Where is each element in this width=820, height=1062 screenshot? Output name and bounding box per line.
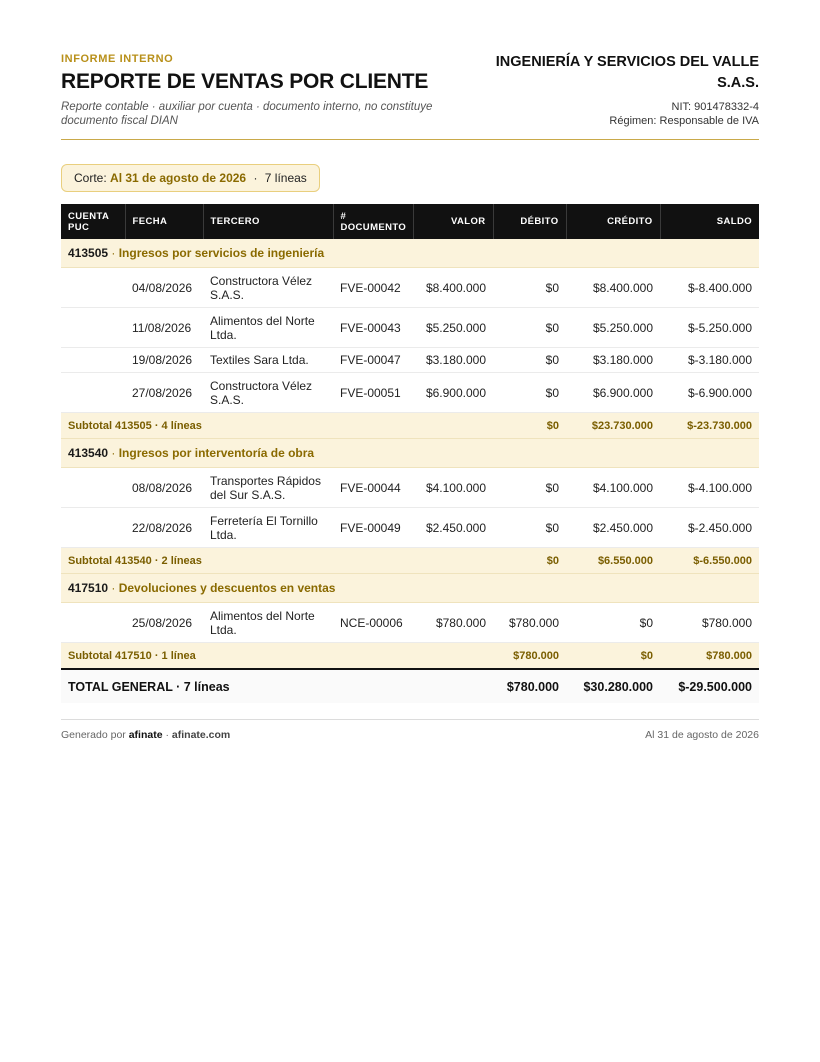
- valor-cell: $2.450.000: [413, 508, 493, 548]
- account-group-row: [61, 574, 759, 603]
- valor-cell: $780.000: [413, 603, 493, 643]
- documento-cell: FVE-00051: [333, 373, 413, 413]
- cuenta-cell: [61, 508, 125, 548]
- valor-cell: $5.250.000: [413, 308, 493, 348]
- account-group-cell: [61, 439, 759, 468]
- subtotal-label: Subtotal 413505 · 4 líneas: [61, 413, 493, 439]
- subtotal-debito: $0: [493, 548, 566, 574]
- footer-site-link[interactable]: afinate.com: [171, 729, 231, 741]
- company-name: INGENIERÍA Y SERVICIOS DEL VALLE S.A.S.: [495, 54, 759, 91]
- fecha-cell: 22/08/2026: [125, 508, 203, 548]
- debito-cell: $0: [493, 508, 566, 548]
- valor-cell: $8.400.000: [413, 268, 493, 308]
- cuenta-cell: [61, 468, 125, 508]
- subtotal-credito: $6.550.000: [566, 548, 660, 574]
- footer-separator: ·: [165, 729, 169, 741]
- documento-cell: FVE-00047: [333, 348, 413, 373]
- column-header-0: CUENTA PUC: [61, 204, 125, 239]
- company-nit: NIT: 901478332-4: [671, 101, 759, 113]
- cuenta-cell: [61, 268, 125, 308]
- report-eyebrow: INFORME INTERNO: [61, 53, 174, 65]
- table-row: [61, 268, 759, 308]
- footer-generated: Generado por: [61, 729, 126, 741]
- report-title: REPORTE DE VENTAS POR CLIENTE: [61, 70, 429, 93]
- documento-cell: FVE-00044: [333, 468, 413, 508]
- total-label: TOTAL GENERAL · 7 líneas: [61, 669, 493, 703]
- total-debito: $780.000: [493, 669, 566, 703]
- credito-cell: $4.100.000: [566, 468, 660, 508]
- debito-cell: $0: [493, 268, 566, 308]
- fecha-cell: 19/08/2026: [125, 348, 203, 373]
- fecha-cell: 04/08/2026: [125, 268, 203, 308]
- table-row: [61, 508, 759, 548]
- credito-cell: $6.900.000: [566, 373, 660, 413]
- account-name: Ingresos por interventoría de obra: [118, 446, 315, 460]
- saldo-cell: $-5.250.000: [660, 308, 759, 348]
- valor-cell: $3.180.000: [413, 348, 493, 373]
- documento-cell: NCE-00006: [333, 603, 413, 643]
- account-group-cell: [61, 239, 759, 268]
- account-separator: ·: [108, 581, 119, 595]
- fecha-cell: 11/08/2026: [125, 308, 203, 348]
- total-credito: $30.280.000: [566, 669, 660, 703]
- column-header-4: VALOR: [413, 204, 493, 239]
- cut-label: Corte:: [74, 171, 107, 185]
- cut-badge: [61, 164, 320, 192]
- ledger-table: [61, 204, 759, 703]
- debito-cell: $0: [493, 348, 566, 373]
- valor-cell: $4.100.000: [413, 468, 493, 508]
- header-left: [61, 52, 480, 128]
- documento-cell: FVE-00043: [333, 308, 413, 348]
- subtotal-saldo: $780.000: [660, 643, 759, 670]
- table-row: [61, 348, 759, 373]
- tercero-cell: Alimentos del Norte Ltda.: [203, 308, 333, 348]
- subtotal-row: [61, 643, 759, 670]
- saldo-cell: $-4.100.000: [660, 468, 759, 508]
- footer-date: Al 31 de agosto de 2026: [645, 729, 759, 741]
- account-code: 417510: [68, 581, 109, 595]
- tercero-cell: Transportes Rápidos del Sur S.A.S.: [203, 468, 333, 508]
- subtotal-credito: $23.730.000: [566, 413, 660, 439]
- account-separator: ·: [108, 446, 119, 460]
- saldo-cell: $-3.180.000: [660, 348, 759, 373]
- report-subtitle: Reporte contable · auxiliar por cuenta · documento interno, no constituye documento fiscal DIAN: [61, 101, 433, 127]
- account-group-row: [61, 439, 759, 468]
- report-footer: [61, 719, 759, 741]
- tercero-cell: Ferretería El Tornillo Ltda.: [203, 508, 333, 548]
- grand-total-row: [61, 669, 759, 703]
- debito-cell: $780.000: [493, 603, 566, 643]
- company-regimen: Régimen: Responsable de IVA: [609, 115, 759, 127]
- cuenta-cell: [61, 308, 125, 348]
- documento-cell: FVE-00042: [333, 268, 413, 308]
- credito-cell: $8.400.000: [566, 268, 660, 308]
- cuenta-cell: [61, 373, 125, 413]
- table-row: [61, 308, 759, 348]
- account-separator: ·: [108, 246, 119, 260]
- table-row: [61, 373, 759, 413]
- tercero-cell: Constructora Vélez S.A.S.: [203, 268, 333, 308]
- cuenta-cell: [61, 603, 125, 643]
- account-name: Devoluciones y descuentos en ventas: [118, 581, 336, 595]
- credito-cell: $0: [566, 603, 660, 643]
- cut-date: Al 31 de agosto de 2026: [110, 171, 247, 185]
- documento-cell: FVE-00049: [333, 508, 413, 548]
- account-code: 413540: [68, 446, 109, 460]
- subtotal-debito: $0: [493, 413, 566, 439]
- cuenta-cell: [61, 348, 125, 373]
- fecha-cell: 27/08/2026: [125, 373, 203, 413]
- column-header-3: # DOCUMENTO: [333, 204, 413, 239]
- column-header-6: CRÉDITO: [566, 204, 660, 239]
- cut-separator: ·: [253, 171, 258, 185]
- tercero-cell: Textiles Sara Ltda.: [203, 348, 333, 373]
- saldo-cell: $-8.400.000: [660, 268, 759, 308]
- subtotal-saldo: $-23.730.000: [660, 413, 759, 439]
- subtotal-row: [61, 548, 759, 574]
- subtotal-credito: $0: [566, 643, 660, 670]
- header-divider: [61, 139, 759, 140]
- table-row: [61, 603, 759, 643]
- column-header-2: TERCERO: [203, 204, 333, 239]
- total-saldo: $-29.500.000: [660, 669, 759, 703]
- account-group-cell: [61, 574, 759, 603]
- subtotal-row: [61, 413, 759, 439]
- valor-cell: $6.900.000: [413, 373, 493, 413]
- footer-left: [61, 729, 230, 741]
- column-header-1: FECHA: [125, 204, 203, 239]
- table-body: [61, 239, 759, 703]
- credito-cell: $3.180.000: [566, 348, 660, 373]
- column-header-5: DÉBITO: [493, 204, 566, 239]
- account-name: Ingresos por servicios de ingeniería: [118, 246, 325, 260]
- debito-cell: $0: [493, 468, 566, 508]
- fecha-cell: 08/08/2026: [125, 468, 203, 508]
- fecha-cell: 25/08/2026: [125, 603, 203, 643]
- credito-cell: $2.450.000: [566, 508, 660, 548]
- tercero-cell: Constructora Vélez S.A.S.: [203, 373, 333, 413]
- account-code: 413505: [68, 246, 109, 260]
- report-header: [61, 52, 759, 128]
- debito-cell: $0: [493, 373, 566, 413]
- subtotal-debito: $780.000: [493, 643, 566, 670]
- account-group-row: [61, 239, 759, 268]
- footer-brand: afinate: [128, 729, 163, 741]
- saldo-cell: $780.000: [660, 603, 759, 643]
- tercero-cell: Alimentos del Norte Ltda.: [203, 603, 333, 643]
- cut-lines: 7 líneas: [264, 171, 307, 185]
- table-row: [61, 468, 759, 508]
- saldo-cell: $-6.900.000: [660, 373, 759, 413]
- company-info: [480, 52, 759, 128]
- subtotal-label: Subtotal 413540 · 2 líneas: [61, 548, 493, 574]
- debito-cell: $0: [493, 308, 566, 348]
- column-header-7: SALDO: [660, 204, 759, 239]
- credito-cell: $5.250.000: [566, 308, 660, 348]
- table-header: [61, 204, 759, 239]
- saldo-cell: $-2.450.000: [660, 508, 759, 548]
- subtotal-saldo: $-6.550.000: [660, 548, 759, 574]
- subtotal-label: Subtotal 417510 · 1 línea: [61, 643, 493, 670]
